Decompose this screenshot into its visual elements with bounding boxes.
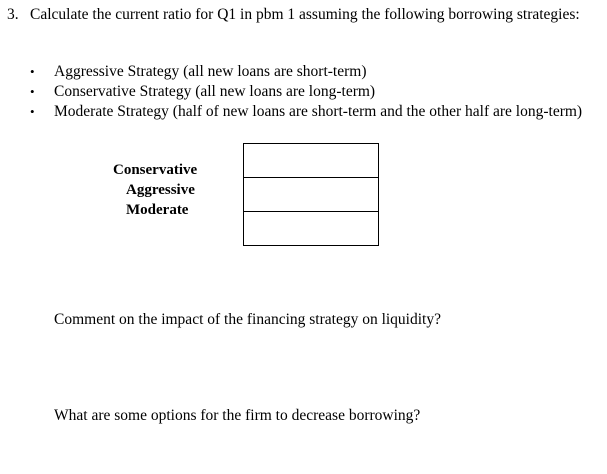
strategy-labels	[100, 160, 197, 220]
options-question: What are some options for the firm to decrease borrowing?	[54, 407, 421, 424]
bullet-icon: •	[30, 64, 35, 79]
answer-cell-1[interactable]	[244, 144, 379, 178]
label-moderate: Moderate	[126, 202, 189, 218]
table-row	[244, 144, 379, 178]
list-item-text: Aggressive Strategy (all new loans are short-term)	[54, 63, 367, 80]
bullet-icon: •	[30, 84, 35, 99]
answer-cell-3[interactable]	[244, 212, 379, 246]
answer-cell-2[interactable]	[244, 178, 379, 212]
bullet-icon: •	[30, 104, 35, 119]
list-item-text: Conservative Strategy (all new loans are long-term)	[54, 83, 376, 100]
label-conservative: Conservative	[113, 162, 198, 178]
table-row	[244, 178, 379, 212]
question-number: 3.	[7, 6, 19, 23]
list-item-text: Moderate Strategy (half of new loans are short-term and the other half are long-term)	[54, 103, 583, 120]
label-aggressive: Aggressive	[126, 182, 195, 198]
comment-question: Comment on the impact of the financing strategy on liquidity?	[54, 311, 441, 328]
table-row	[244, 212, 379, 246]
question-text: Calculate the current ratio for Q1 in pbm 1 assuming the following borrowing strategies:	[30, 6, 580, 23]
answer-table	[243, 143, 379, 246]
